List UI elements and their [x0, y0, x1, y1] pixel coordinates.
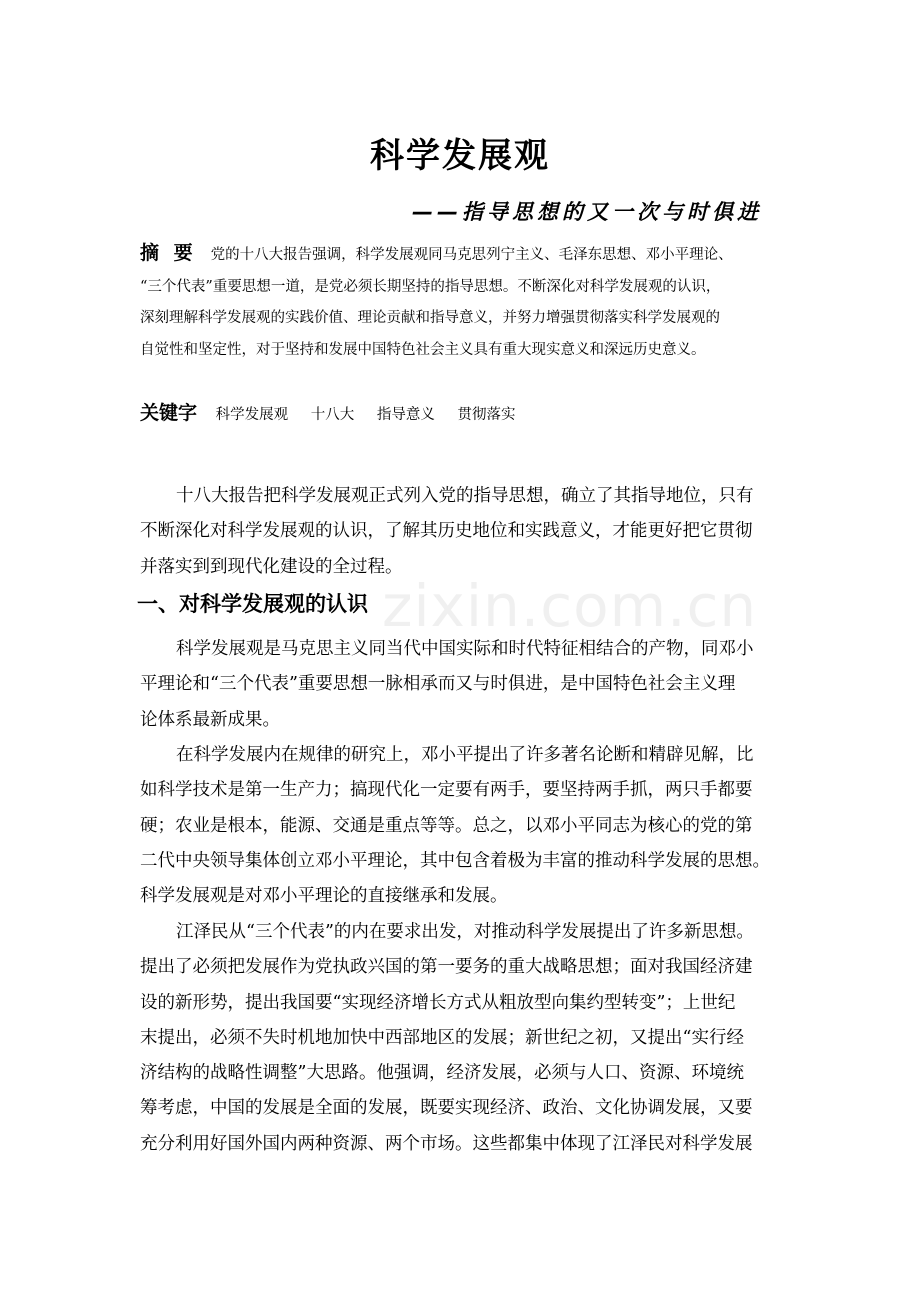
text-line: 济结构的战略性调整”大思路。他强调，经济发展，必须与人口、资源、环境统 [140, 1063, 744, 1084]
text-line: 筹考虑，中国的发展是全面的发展，既要实现经济、政治、文化协调发展，又要 [140, 1098, 753, 1119]
text-line: 硬；农业是根本，能源、交通是重点等等。总之，以邓小平同志为核心的党的第 [140, 815, 753, 836]
text-line: 充分利用好国外国内两种资源、两个市场。这些都集中体现了江泽民对科学发展 [140, 1133, 753, 1154]
text-line: 并落实到到现代化建设的全过程。 [140, 556, 403, 577]
abstract-line: “三个代表”重要思想一道，是党必须长期坚持的指导思想。不断深化对科学发展观的认识， [140, 278, 721, 295]
section-paragraph-1 [140, 632, 795, 738]
text-line: 不断深化对科学发展观的认识，了解其历史地位和实践意义，才能更好把它贯彻 [140, 521, 753, 542]
abstract-line: 深刻理解科学发展观的实践价值、理论贡献和指导意义，并努力增强贯彻落实科学发展观的 [140, 310, 720, 326]
section-heading: 一、对科学发展观的认识 [137, 592, 368, 616]
text-line: 平理论和“三个代表”重要思想一脉相承而又与时俱进，是中国特色社会主义理 [140, 674, 736, 695]
keyword: 贯彻落实 [457, 407, 516, 423]
abstract-line [140, 238, 800, 272]
text-line: 二代中央领导集体创立邓小平理论，其中包含着极为丰富的推动科学发展的思想。 [140, 850, 770, 871]
text-line: 论体系最新成果。 [140, 709, 280, 730]
text-line: 江泽民从“三个代表”的内在要求出发，对推动科学发展提出了许多新思想。 [176, 922, 754, 942]
abstract-block [140, 238, 800, 366]
section-paragraph-3 [140, 915, 795, 1162]
keyword: 指导意义 [376, 407, 435, 423]
text-line: 科学发展观是对邓小平理论的直接继承和发展。 [140, 886, 508, 907]
abstract-line: 自觉性和坚定性，对于坚持和发展中国特色社会主义具有重大现实意义和深远历史意义。 [140, 341, 706, 358]
page-subtitle: ——指导思想的又一次与时俱进 [412, 200, 762, 224]
keywords-label: 关键字 [140, 402, 198, 424]
text-line: 在科学发展内在规律的研究上，邓小平提出了许多著名论断和精辟见解，比 [176, 745, 754, 765]
intro-paragraph [140, 479, 795, 585]
text-line: 设的新形势，提出我国要“实现经济增长方式从粗放型向集约型转变”；上世纪 [140, 992, 736, 1013]
text-line: 末提出，必须不失时机地加快中西部地区的发展；新世纪之初，又提出“实行经 [140, 1027, 744, 1048]
text-line: 十八大报告把科学发展观正式列入党的指导思想，确立了其指导地位，只有 [176, 486, 754, 506]
page-title: 科学发展观 [370, 136, 550, 176]
keywords-block [140, 398, 533, 430]
keyword: 十八大 [310, 407, 355, 423]
watermark: zixin.com.cn [382, 572, 758, 640]
abstract-text: 党的十八大报告强调，科学发展观同马克思列宁主义、毛泽东思想、邓小平理论、 [210, 247, 733, 263]
abstract-label: 摘 要 [140, 242, 197, 264]
text-line: 科学发展观是马克思主义同当代中国实际和时代特征相结合的产物，同邓小 [176, 639, 754, 659]
text-line: 如科学技术是第一生产力；搞现代化一定要有两手，要坚持两手抓，两只手都要 [140, 780, 753, 801]
keyword: 科学发展观 [215, 407, 289, 423]
section-paragraph-2 [140, 738, 795, 914]
text-line: 提出了必须把发展作为党执政兴国的第一要务的重大战略思想；面对我国经济建 [140, 957, 753, 978]
